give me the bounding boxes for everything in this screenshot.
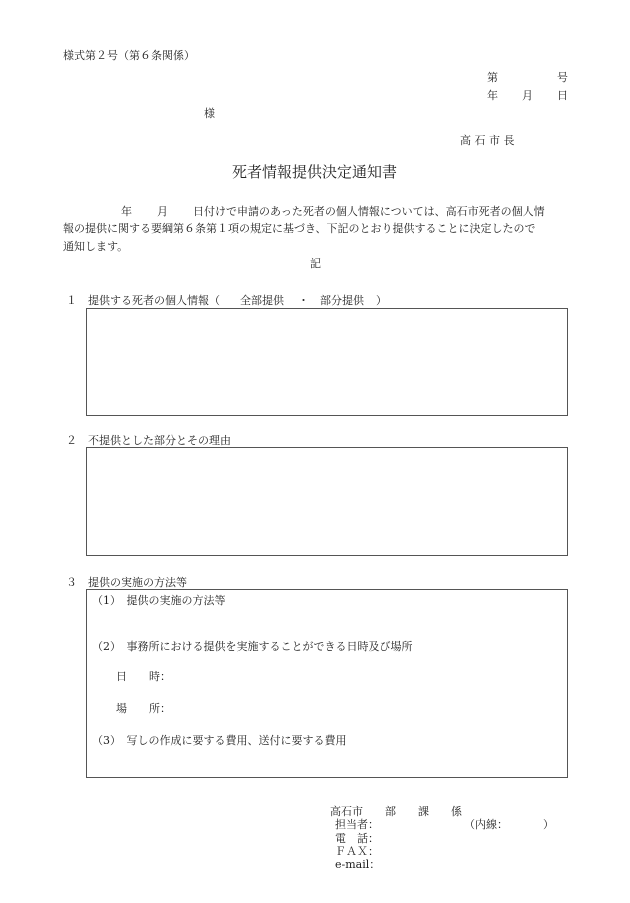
date-day: 日 — [557, 89, 568, 102]
recipient-honorific: 様 — [204, 107, 215, 120]
section1-option-part: 部分提供 — [320, 294, 364, 307]
section1-close: ） — [376, 294, 387, 307]
body-line-1: 日付けで申請のあった死者の個人情報については、高石市死者の個人情 — [193, 205, 545, 218]
section1-label: 提供する死者の個人情報（ — [88, 294, 220, 307]
body-line-3: 通知します。 — [63, 240, 129, 253]
issuer: 高 石 市 長 — [460, 134, 515, 147]
contact-unit: 係 — [451, 805, 462, 818]
body-year: 年 — [121, 205, 132, 218]
number-suffix: 号 — [557, 71, 568, 84]
contact-email-label: e-mail： — [335, 858, 381, 871]
contact-section: 課 — [418, 805, 429, 818]
date-month: 月 — [522, 89, 533, 102]
number-prefix: 第 — [487, 71, 498, 84]
form-number: 様式第２号（第６条関係） — [63, 49, 195, 62]
section3-item3: （3） 写しの作成に要する費用、送付に要する費用 — [92, 734, 347, 747]
section3-label: 提供の実施の方法等 — [88, 576, 187, 589]
contact-dept: 部 — [385, 805, 396, 818]
ki-marker: 記 — [310, 257, 321, 270]
contact-city: 高石市 — [330, 805, 363, 818]
section2-number: ２ — [66, 434, 77, 447]
section3-datetime-label: 日 時： — [116, 670, 171, 683]
section3-place-label: 場 所： — [116, 702, 171, 715]
document-title: 死者情報提供決定通知書 — [232, 163, 398, 181]
body-line-2: 報の提供に関する要綱第６条第１項の規定に基づき、下記のとおり提供することに決定したので — [63, 222, 536, 235]
contact-person-label: 担当者： — [335, 818, 379, 831]
section1-option-all: 全部提供 — [240, 294, 284, 307]
section2-label: 不提供とした部分とその理由 — [88, 434, 231, 447]
section3-box[interactable] — [86, 589, 568, 778]
section1-number: １ — [66, 294, 77, 307]
section3-item1: （1） 提供の実施の方法等 — [92, 594, 226, 607]
section1-separator: ・ — [298, 294, 309, 307]
contact-extension-close: ） — [543, 818, 554, 831]
body-month: 月 — [157, 205, 168, 218]
section3-number: ３ — [66, 576, 77, 589]
date-year: 年 — [487, 89, 498, 102]
contact-fax-label: ＦＡＸ： — [335, 845, 379, 858]
section2-box[interactable] — [86, 447, 568, 556]
section1-box[interactable] — [86, 308, 568, 416]
section3-item2: （2） 事務所における提供を実施することができる日時及び場所 — [92, 640, 413, 653]
contact-extension-label: （内線： — [464, 818, 508, 831]
contact-phone-label: 電 話： — [335, 832, 379, 845]
